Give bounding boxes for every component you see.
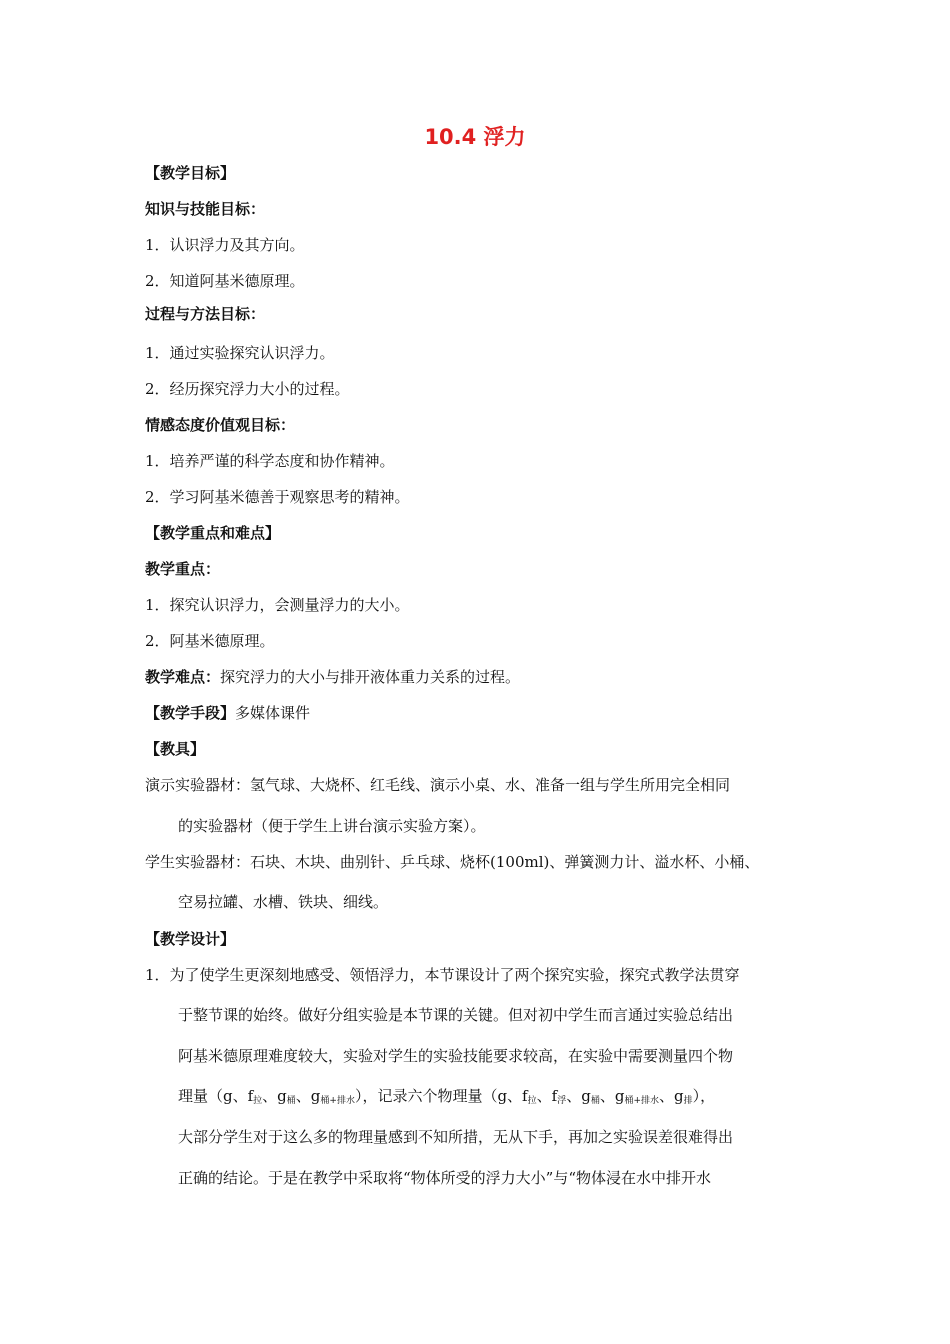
text-run: 、g — [295, 1087, 321, 1105]
text-run: ），记录六个物理量（g、f — [354, 1087, 528, 1105]
means-label: 【教学手段】 — [145, 704, 236, 722]
difficulty-label: 教学难点： — [145, 668, 221, 686]
design-line-3: 阿基米德原理难度较大，实验对学生的实验技能要求较高，在实验中需要测量四个物 — [178, 1047, 734, 1065]
emotion-item-1: 1．培养严谨的科学态度和协作精神。 — [145, 452, 395, 470]
design-line-5: 大部分学生对于这么多的物理量感到不知所措，无从下手，再加之实验误差很难得出 — [178, 1128, 734, 1146]
demo-equipment-line-2: 的实验器材（便于学生上讲台演示实验方案）。 — [178, 817, 486, 835]
text-run: 、g — [566, 1087, 591, 1105]
student-equipment-line-1: 学生实验器材：石块、木块、曲别针、乒乓球、烧杯(100ml)、弹簧测力计、溢水杯、小桶、 — [145, 853, 760, 871]
process-item-1: 1．通过实验探究认识浮力。 — [145, 344, 335, 362]
process-header: 过程与方法目标： — [145, 305, 266, 323]
means-text: 多媒体课件 — [235, 704, 311, 722]
design-line-2: 于整节课的始终。做好分组实验是本节课的关键。但对初中学生而言通过实验总结出 — [178, 1006, 734, 1024]
knowledge-item-2: 2．知道阿基米德原理。 — [145, 272, 305, 290]
difficulty-line — [145, 666, 520, 688]
key-item-2: 2．阿基米德原理。 — [145, 632, 275, 650]
text-run: 、g — [599, 1087, 625, 1105]
difficulty-text: 探究浮力的大小与排开液体重力关系的过程。 — [220, 668, 521, 686]
subscript: 桶 — [590, 1096, 600, 1106]
emotion-item-2: 2．学习阿基米德善于观察思考的精神。 — [145, 488, 410, 506]
tools-header: 【教具】 — [145, 740, 206, 758]
subscript: 桶+排水 — [320, 1096, 355, 1106]
goals-header: 【教学目标】 — [145, 164, 236, 182]
subscript: 浮 — [557, 1096, 567, 1106]
subscript: 排 — [683, 1096, 693, 1106]
text-run: 、g — [658, 1087, 684, 1105]
design-header: 【教学设计】 — [145, 930, 236, 948]
text-run: 理量（g、f — [178, 1087, 254, 1105]
knowledge-header: 知识与技能目标： — [145, 200, 266, 218]
knowledge-item-1: 1．认识浮力及其方向。 — [145, 236, 305, 254]
design-line-6: 正确的结论。于是在教学中采取将“物体所受的浮力大小”与“物体浸在水中排开水 — [178, 1169, 712, 1187]
key-item-1: 1．探究认识浮力，会测量浮力的大小。 — [145, 596, 410, 614]
text-run: ）， — [692, 1087, 716, 1105]
design-line-1: 1．为了使学生更深刻地感受、领悟浮力，本节课设计了两个探究实验，探究式教学法贯穿 — [145, 966, 740, 984]
design-line-4 — [178, 1085, 715, 1112]
subscript: 拉 — [527, 1096, 537, 1106]
text-run: 、g — [262, 1087, 287, 1105]
subscript: 拉 — [253, 1096, 263, 1106]
means-line — [145, 702, 310, 724]
key-header: 【教学重点和难点】 — [145, 524, 281, 542]
emotion-header: 情感态度价值观目标： — [145, 416, 296, 434]
text-run: 、f — [536, 1087, 558, 1105]
demo-equipment-line-1: 演示实验器材：氢气球、大烧杯、红毛线、演示小桌、水、准备一组与学生所用完全相同 — [145, 776, 731, 794]
page-title: 10.4 浮力 — [424, 125, 526, 149]
student-equipment-line-2: 空易拉罐、水槽、铁块、细线。 — [178, 893, 389, 911]
key-point-header: 教学重点： — [145, 560, 221, 578]
subscript: 桶 — [286, 1096, 296, 1106]
subscript: 桶+排水 — [624, 1096, 659, 1106]
process-item-2: 2．经历探究浮力大小的过程。 — [145, 380, 350, 398]
